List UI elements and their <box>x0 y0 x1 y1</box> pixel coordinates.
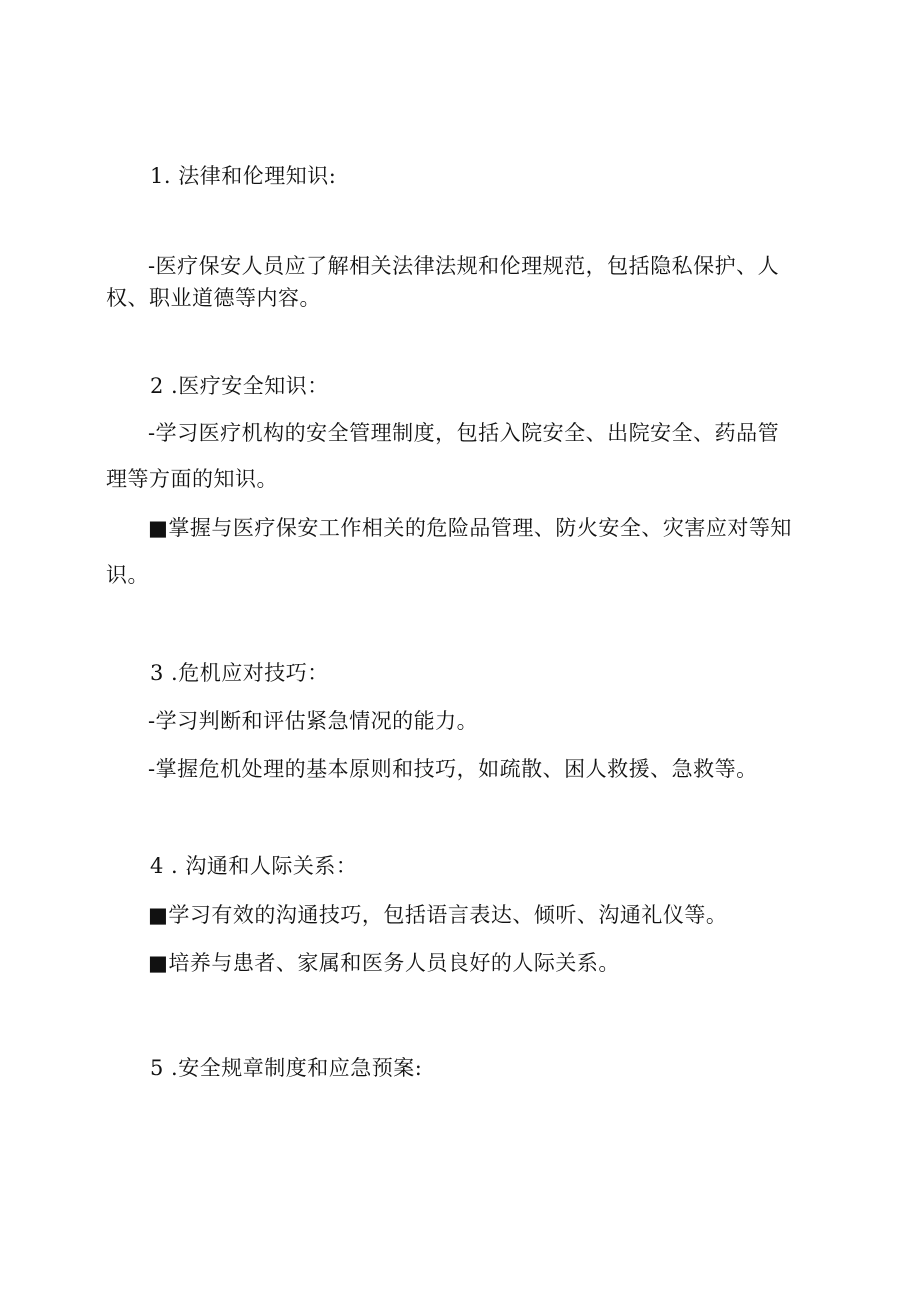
section-3-heading: 3 .危机应对技巧： <box>150 661 329 685</box>
section-2-heading: 2 .医疗安全知识： <box>150 374 329 398</box>
section-4-line-1: ■学习有效的沟通技巧，包括语言表达、倾听、沟通礼仪等。 <box>148 903 728 927</box>
section-2-line-1: -学习医疗机构的安全管理制度，包括入院安全、出院安全、药品管 <box>148 421 780 445</box>
section-3-line-2: -掌握危机处理的基本原则和技巧，如疏散、困人救援、急救等。 <box>148 757 758 781</box>
section-2-line-4: 识。 <box>106 563 149 587</box>
section-2-line-3: ■掌握与医疗保安工作相关的危险品管理、防火安全、灾害应对等知 <box>148 516 792 540</box>
section-1-line-1: -医疗保安人员应了解相关法律法规和伦理规范，包括隐私保护、人 <box>148 254 780 278</box>
section-4-heading: 4 . 沟通和人际关系： <box>150 854 358 878</box>
section-1-line-2: 权、职业道德等内容。 <box>106 286 321 310</box>
section-2-line-2: 理等方面的知识。 <box>106 467 278 491</box>
section-3-line-1: -学习判断和评估紧急情况的能力。 <box>148 709 479 733</box>
section-1-heading: 1. 法律和伦理知识: <box>150 164 337 188</box>
section-4-line-2: ■培养与患者、家属和医务人员良好的人际关系。 <box>148 951 620 975</box>
section-5-heading: 5 .安全规章制度和应急预案: <box>150 1056 423 1080</box>
